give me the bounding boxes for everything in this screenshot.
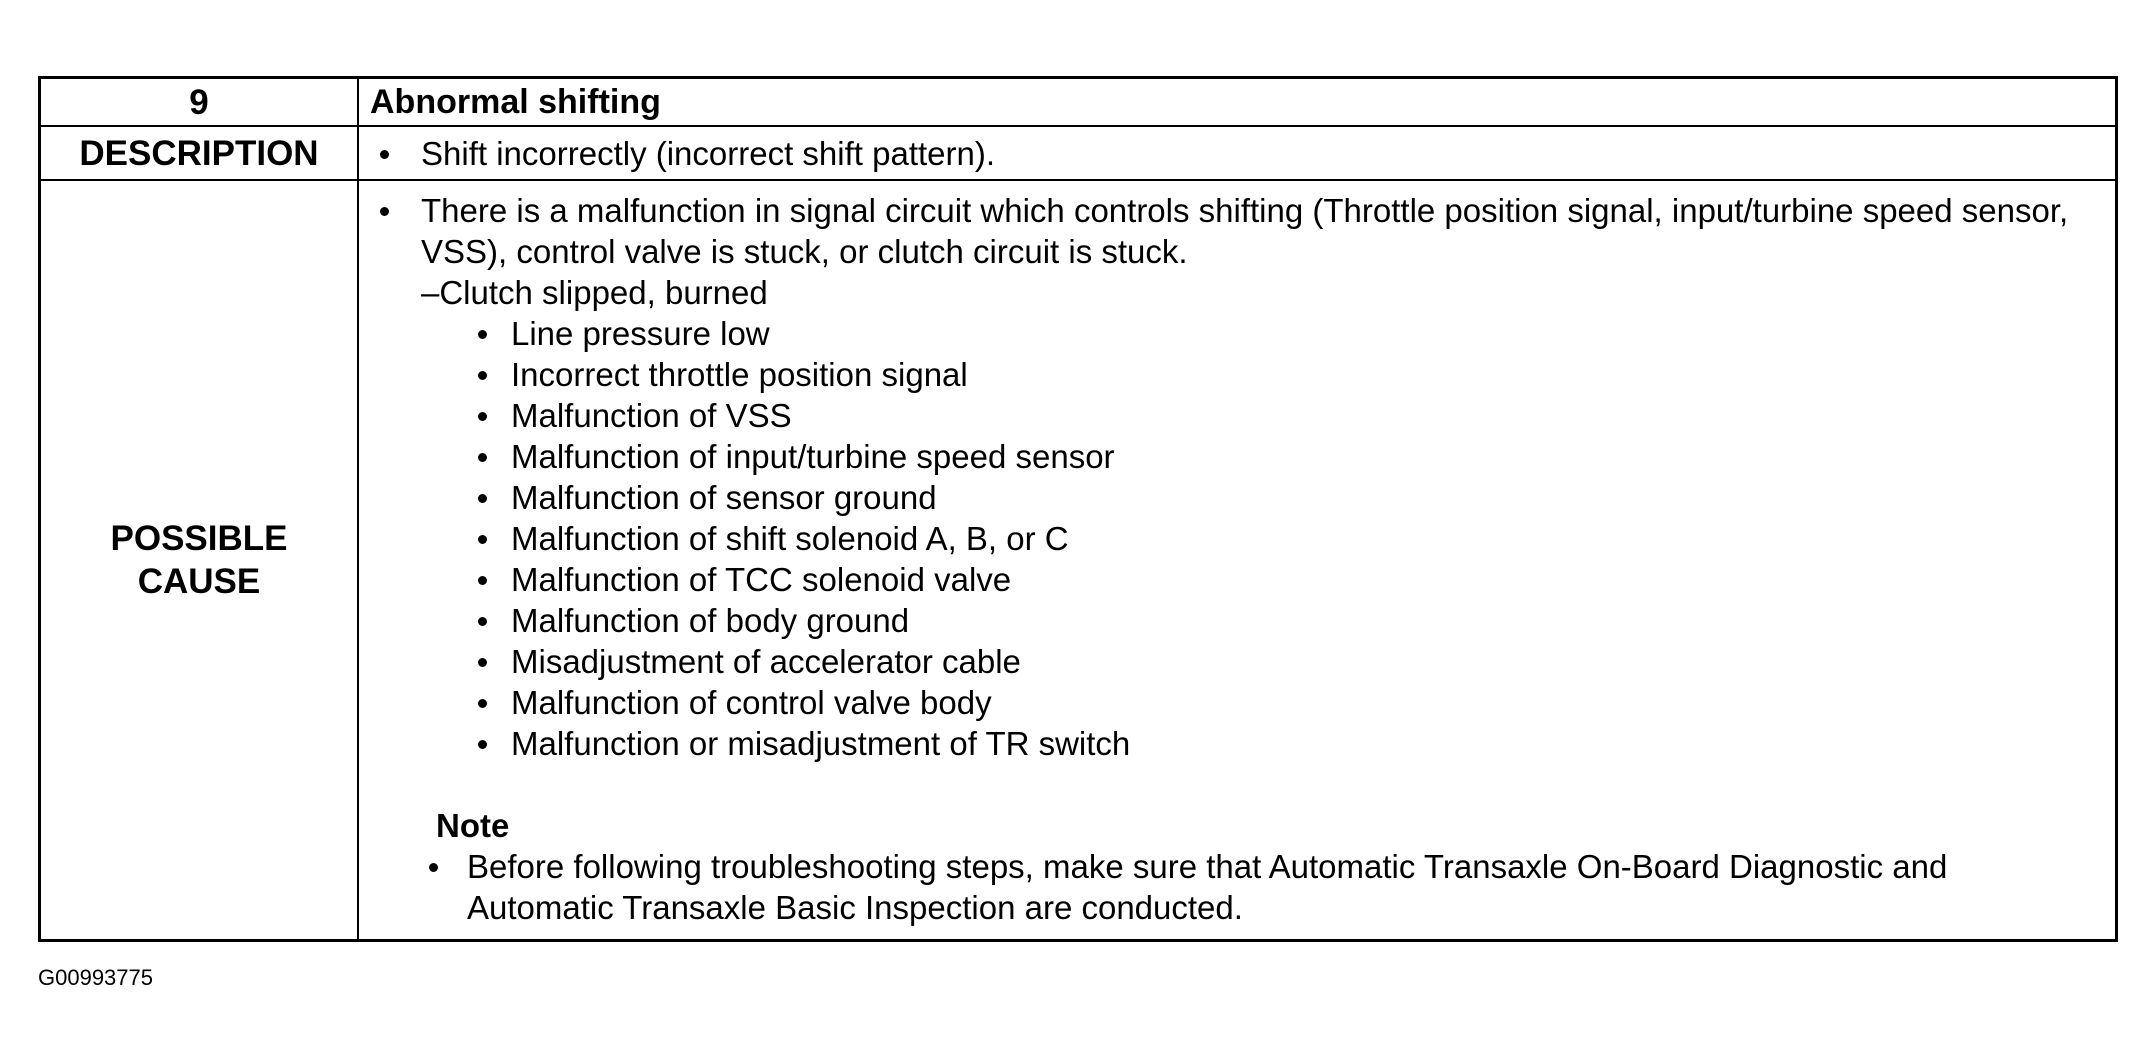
list-item: Misadjustment of accelerator cable [359,641,2115,682]
possible-cause-row [41,181,2115,939]
note-text: Before following troubleshooting steps, make sure that Automatic Transaxle On-Board Diagnostic and Automatic Transaxle Basic Inspection are conducted. [467,848,1948,926]
bullet-icon [478,535,487,544]
bullet-icon [478,740,487,749]
bullet-icon [478,371,487,380]
list-item: Malfunction of control valve body [359,682,2115,723]
table-header-row [41,79,2115,127]
cause-main-item [359,190,2115,313]
bullet-icon [478,699,487,708]
step-number: 9 [41,79,359,125]
list-item: Malfunction of VSS [359,395,2115,436]
figure-code: G00993775 [38,965,153,990]
bullet-icon [429,863,438,872]
troubleshooting-table [38,76,2118,942]
bullet-icon [380,150,389,159]
list-item: Line pressure low [359,313,2115,354]
list-item: Malfunction of sensor ground [359,477,2115,518]
note-title: Note [436,807,510,844]
bullet-icon [478,330,487,339]
cause-main-text: There is a malfunction in signal circuit which controls shifting (Throttle position signal, input/turbine speed sensor, VSS), control valve is stuck, or clutch circuit is stuck. [421,192,2069,270]
bullet-icon [478,576,487,585]
cause-sub-heading: –Clutch slipped, burned [421,274,768,311]
bullet-icon [478,617,487,626]
description-text: Shift incorrectly (incorrect shift pattern). [421,134,996,172]
possible-cause-label-line2: CAUSE [137,562,261,601]
bullet-icon [380,207,389,216]
list-item: Malfunction of input/turbine speed sensor [359,436,2115,477]
list-item: Malfunction or misadjustment of TR switch [359,723,2115,764]
list-item: Malfunction of shift solenoid A, B, or C [359,518,2115,559]
bullet-icon [478,453,487,462]
symptom-title: Abnormal shifting [370,82,661,121]
list-item: Malfunction of body ground [359,600,2115,641]
bullet-icon [478,658,487,667]
bullet-icon [478,494,487,503]
note-item [359,846,2115,928]
cause-list [359,313,2115,764]
description-label: DESCRIPTION [41,127,359,179]
list-item: Incorrect throttle position signal [359,354,2115,395]
possible-cause-label [41,181,359,939]
possible-cause-cell [359,181,2115,939]
bullet-icon [478,412,487,421]
possible-cause-label-line1: POSSIBLE [110,519,288,558]
description-item [359,133,995,174]
list-item: Malfunction of TCC solenoid valve [359,559,2115,600]
description-row [41,127,2115,181]
description-cell [359,127,2115,179]
